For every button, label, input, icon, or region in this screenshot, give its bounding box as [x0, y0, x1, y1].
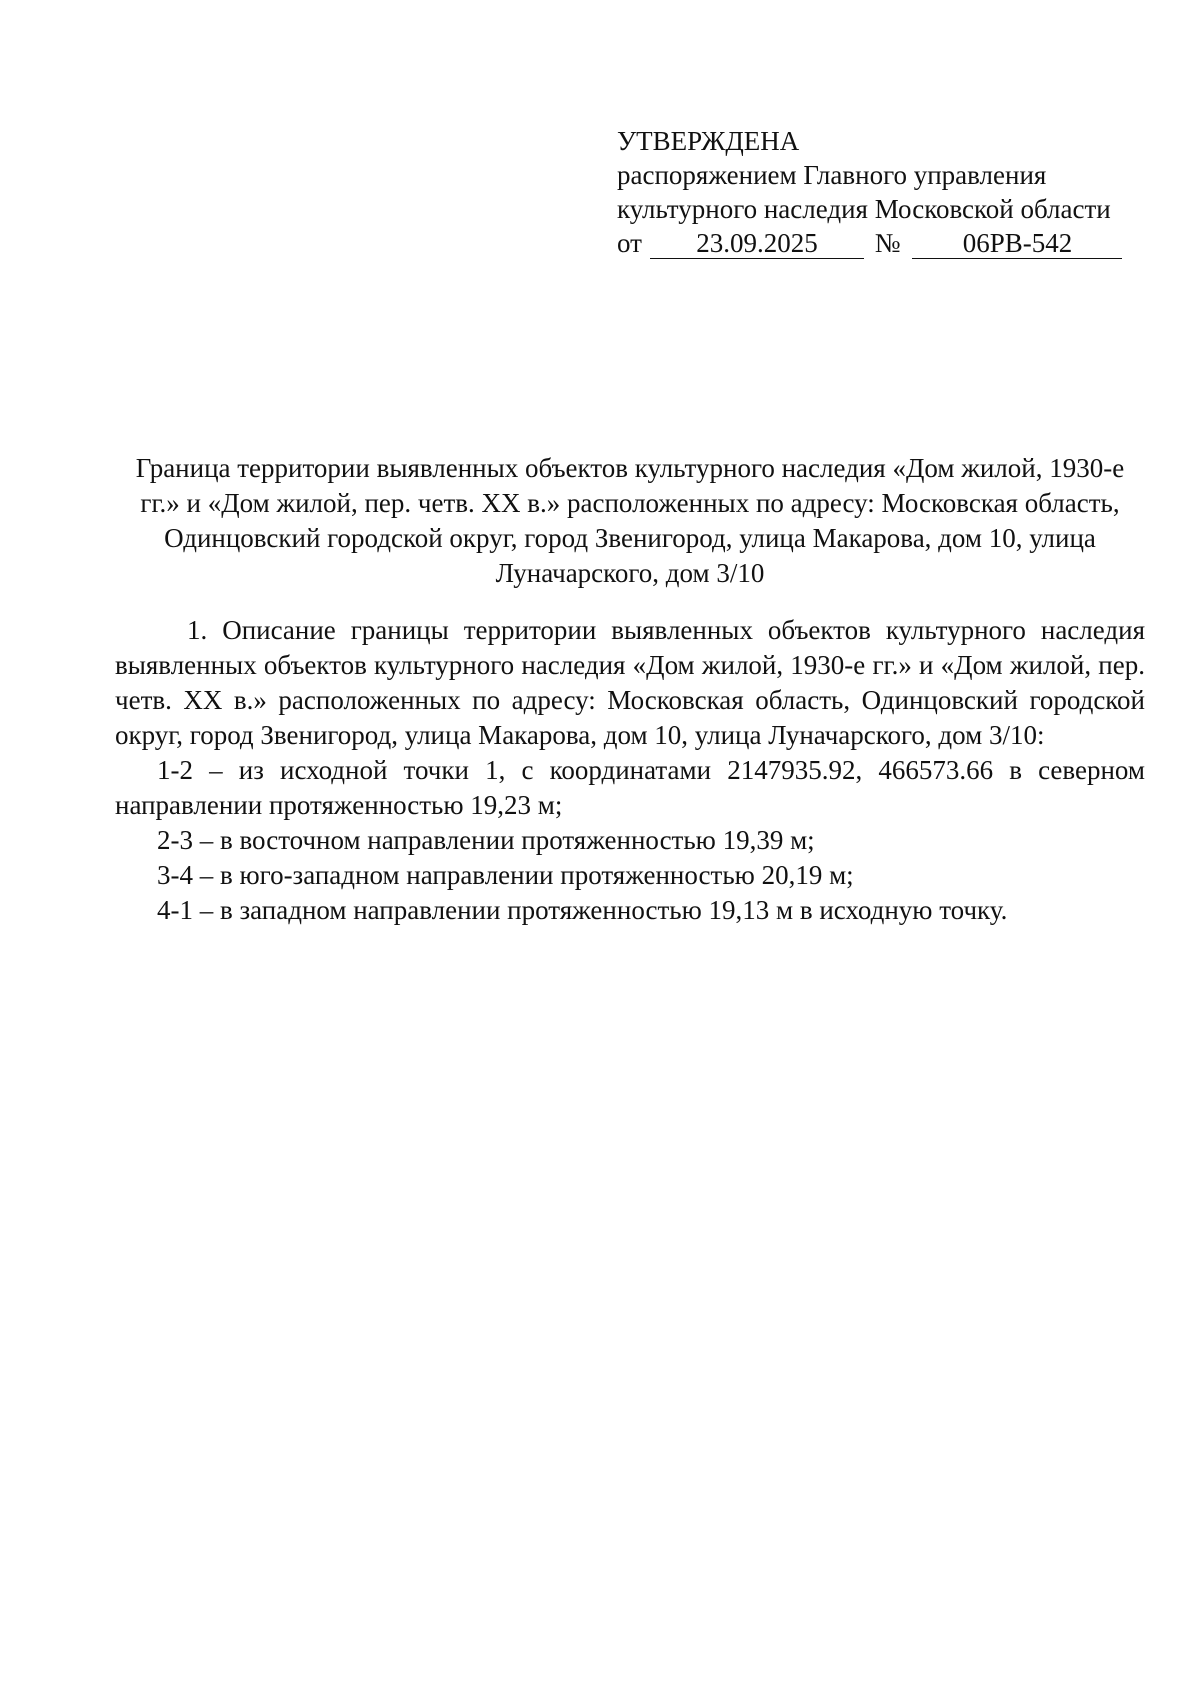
segment-4-1: 4-1 – в западном направлении протяженностью 19,13 м в исходную точку.: [157, 895, 1008, 925]
segment-3-4: 3-4 – в юго-западном направлении протяженностью 20,19 м;: [157, 860, 854, 890]
boundary-description: [115, 613, 1145, 928]
approval-issuer-line-2: культурного наследия Московской области: [617, 194, 1111, 224]
approval-date-number-line: [617, 226, 1137, 260]
segment-2-3: 2-3 – в восточном направлении протяженностью 19,39 м;: [157, 825, 815, 855]
description-intro: 1. Описание границы территории выявленных объектов культурного наследия выявленных объектов культурного наследия «Дом жилой, 1930-е гг.» и «Дом жилой, пер. четв. XX в.» расположенных по адресу: Московская область, Одинцовский городской округ, город Звенигород, улица Макарова, дом 10, улица Луначарского, дом 3/10:: [115, 615, 1145, 750]
approval-number: 06РВ-542: [912, 229, 1122, 259]
approval-block: [617, 124, 1137, 260]
from-label: от: [617, 228, 642, 258]
segment-1-2: 1-2 – из исходной точки 1, с координатами 2147935.92, 466573.66 в северном направлении протяженностью 19,23 м;: [115, 755, 1145, 820]
approval-date: 23.09.2025: [650, 229, 864, 259]
document-title: Граница территории выявленных объектов культурного наследия «Дом жилой, 1930-е гг.» и «Дом жилой, пер. четв. XX в.» расположенных по адресу: Московская область, Одинцовский городской округ, город Звенигород, улица Макарова, дом 10, улица Луначарского, дом 3/10: [135, 453, 1125, 588]
approval-heading: УТВЕРЖДЕНА: [617, 126, 800, 156]
number-label: №: [874, 228, 901, 258]
approval-issuer-line-1: распоряжением Главного управления: [617, 160, 1047, 190]
